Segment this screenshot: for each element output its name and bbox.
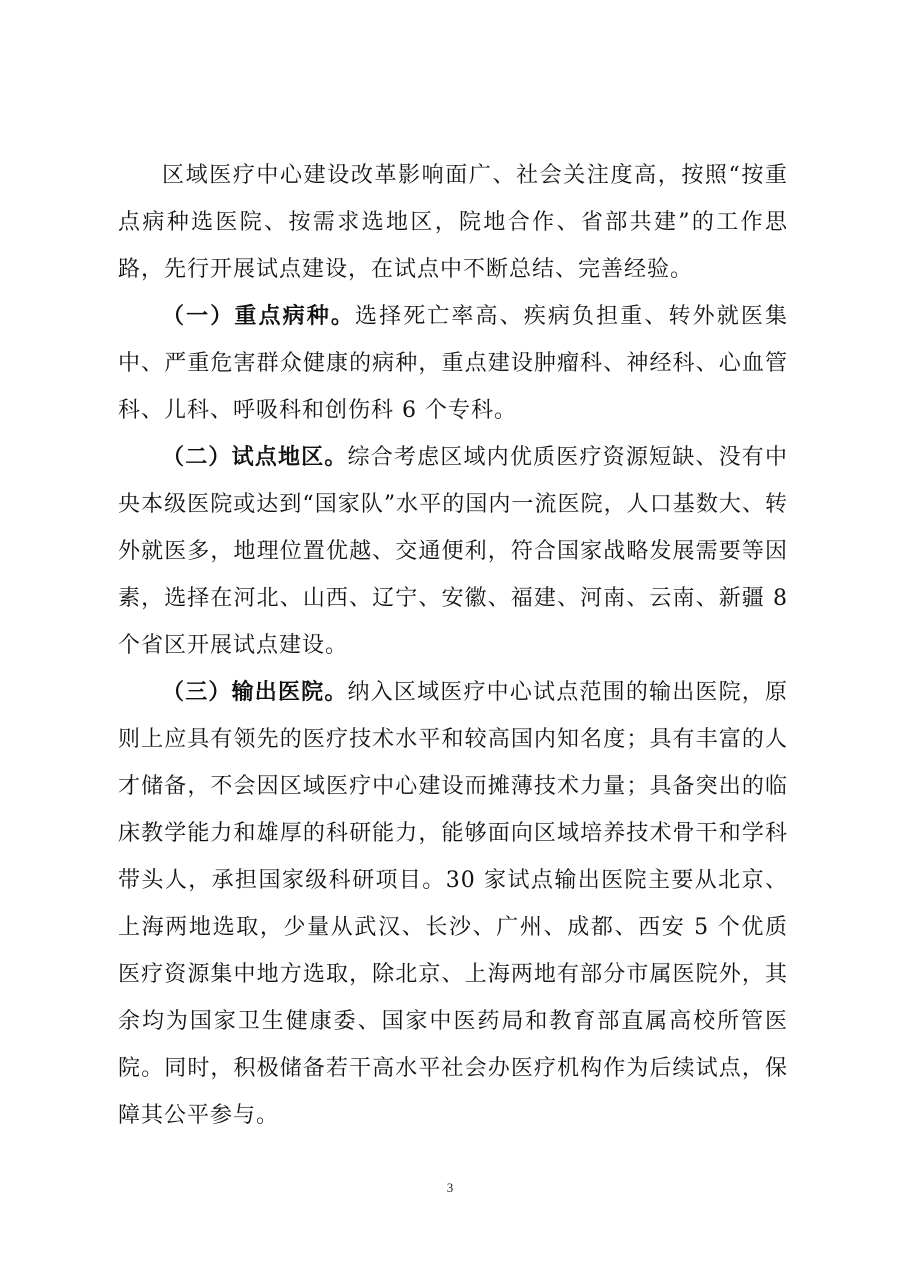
section-heading-output-hospitals: （三）输出医院。 (162, 680, 348, 705)
paragraph-key-diseases (118, 293, 788, 434)
paragraph-key-diseases-text: 选择死亡率高、疾病负担重、转外就医集中、严重危害群众健康的病种，重点建设肿瘤科、神经科、心血管科、儿科、呼吸科和创伤科 6 个专科。 (118, 304, 788, 423)
paragraph-intro (118, 152, 788, 293)
section-heading-key-diseases: （一）重点病种。 (162, 304, 355, 329)
paragraph-pilot-regions-text: 综合考虑区域内优质医疗资源短缺、没有中央本级医院或达到“国家队”水平的国内一流医院，人口基数大、转外就医多，地理位置优越、交通便利，符合国家战略发展需要等因素，选择在河北、山西、辽宁、安徽、福建、河南、云南、新疆 8 个省区开展试点建设。 (118, 445, 788, 658)
page-number: 3 (446, 1180, 454, 1195)
document-body (118, 152, 788, 1139)
paragraph-intro-text: 区域医疗中心建设改革影响面广、社会关注度高，按照“按重点病种选医院、按需求选地区，院地合作、省部共建”的工作思路，先行开展试点建设，在试点中不断总结、完善经验。 (118, 163, 788, 282)
paragraph-output-hospitals-text: 纳入区域医疗中心试点范围的输出医院，原则上应具有领先的医疗技术水平和较高国内知名度；具有丰富的人才储备，不会因区域医疗中心建设而摊薄技术力量；具备突出的临床教学能力和雄厚的科研能力，能够面向区域培养技术骨干和学科带头人，承担国家级科研项目。30 家试点输出医院主要从北京、上海两地选取，少量从武汉、长沙、广州、成都、西安 5 个优质医疗资源集中地方选取，除北京、上海两地有部分市属医院外，其余均为国家卫生健康委、国家中医药局和教育部直属高校所管医院。同时，积极储备若干高水平社会办医疗机构作为后续试点，保障其公平参与。 (118, 680, 788, 1128)
paragraph-output-hospitals (118, 669, 788, 1139)
paragraph-pilot-regions (118, 434, 788, 669)
section-heading-pilot-regions: （二）试点地区。 (162, 445, 348, 470)
